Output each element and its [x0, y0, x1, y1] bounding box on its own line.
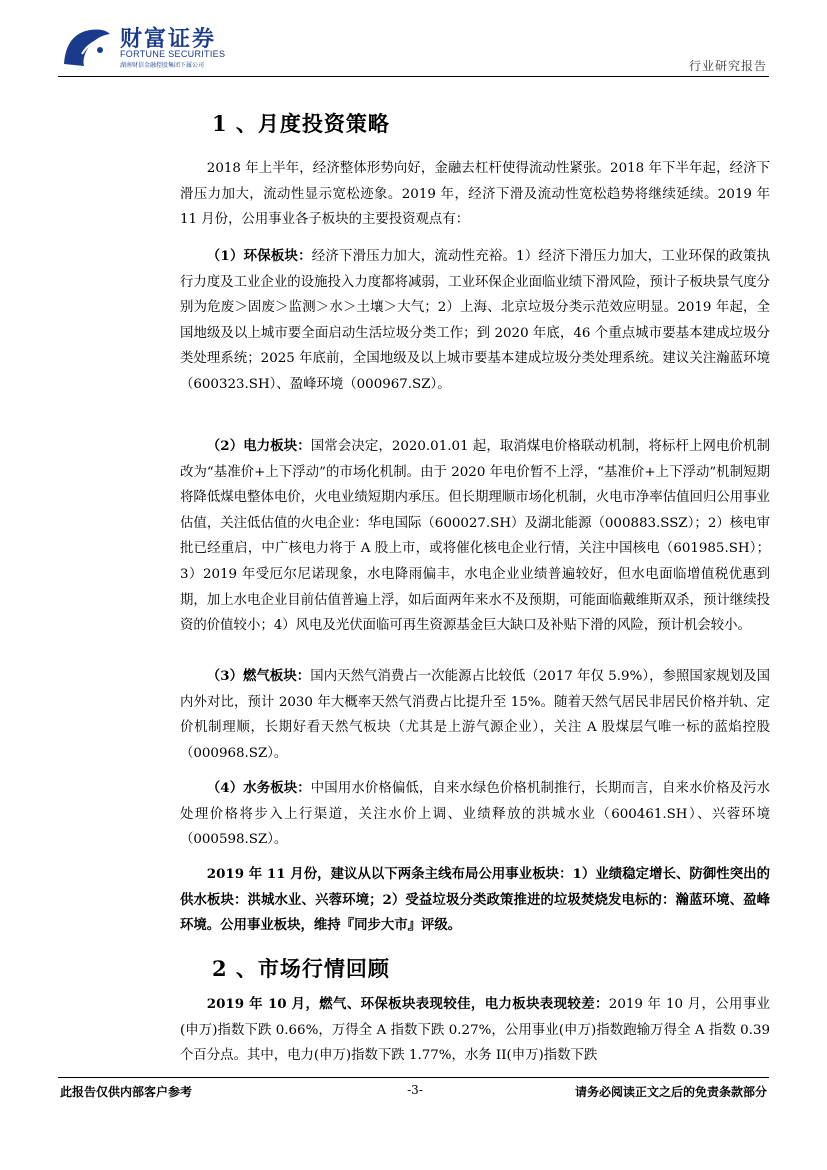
page-number: -3-: [407, 1083, 423, 1097]
report-type-label: 行业研究报告: [688, 59, 767, 73]
item-water-label: （4）水务板块：: [206, 780, 311, 796]
item-gas-text: 国内天然气消费占一次能源占比较低（2017 年仅 5.9%），参照国家规划及国内外对比，预计 2030 年大概率天然气消费占比提升至 15%。随着天然气居民非居民价格并轨、定价机制理顺，长期好看天然气板块（尤其是上游气源企业），关注 A 股煤层气唯一标的蓝焰控股（000968.SZ）。: [180, 669, 770, 761]
conclusion-paragraph: [180, 862, 770, 939]
item-gas: [180, 664, 770, 766]
brand-name-cn: 财富证券: [120, 27, 217, 52]
page-header: [0, 0, 827, 80]
brand-subtitle: 湖南财信金融控股集团下属公司: [120, 62, 205, 69]
header-divider: [58, 76, 769, 77]
item-power: [180, 434, 770, 639]
market-review-text: 2019 年 10 月，公用事业(申万)指数下跌 0.66%，万得全 A 指数下跌 0.27%，公用事业(申万)指数跑输万得全 A 指数 0.39 个百分点。其中，电力(申万)指数下跌 1.77%，水务 II(申万)指数下跌: [180, 997, 770, 1064]
market-review-lead: 2019 年 10 月，燃气、环保板块表现较佳，电力板块表现较差：: [206, 996, 609, 1012]
item-gas-label: （3）燃气板块：: [206, 668, 311, 684]
item-power-text: 国常会决定，2020.01.01 起，取消煤电价格联动机制，将标杆上网电价机制改为“基准价+上下浮动”的市场化机制。由于 2020 年电价暂不上浮，“基准价+上下浮动”机制短期将降低煤电整体电价，火电业绩短期内承压。但长期理顺市场化机制，火电市净率估值回归公用事业估值，关注低估值的火电企业：华电国际（600027.SH）及湖北能源（000883.SSZ）；2）核电审批已经重启，中广核电力将于 A 股上市，或将催化核电企业行情，关注中国核电（601985.SH）；3）2019 年受厄尔尼诺现象，水电降雨偏丰，水电企业业绩普遍较好，但水电面临增值税优惠到期，加上水电企业目前估值普遍上浮，如后面两年来水不及预期，可能面临戴维斯双杀，预计继续投资的价值较小；4）风电及光伏面临可再生资源基金巨大缺口及补贴下滑的风险，预计机会较小。: [180, 439, 770, 634]
footer-disclaimer-left: 此报告仅供内部客户参考: [60, 1085, 193, 1099]
conclusion-text: 2019 年 11 月份，建议从以下两条主线布局公用事业板块：1）业绩稳定增长、防御性突出的供水板块：洪城水业、兴蓉环境；2）受益垃圾分类政策推进的垃圾焚烧发电标的：瀚蓝环境、盈峰环境。公用事业板块，维持『同步大市』评级。: [180, 866, 770, 934]
market-review-paragraph: [180, 992, 770, 1069]
item-environment-label: （1）环保板块：: [206, 248, 312, 264]
intro-paragraph: 2018 年上半年，经济整体形势向好，金融去杠杆使得流动性紧张。2018 年下半年起，经济下滑压力加大，流动性显示宽松迹象。2019 年，经济下滑及流动性宽松趋势将继续延续。2019 年 11 月份，公用事业各子板块的主要投资观点有：: [180, 161, 770, 228]
fortune-logo-icon: [60, 24, 114, 68]
brand-name-en: FORTUNE SECURITIES: [120, 49, 226, 59]
footer-divider: [58, 1077, 769, 1078]
item-environment-text: 经济下滑压力加大，流动性充裕。1）经济下滑压力加大，工业环保的政策执行力度及工业企业的设施投入力度都将减弱，工业环保企业面临业绩下滑风险，预计子板块景气度分别为危废＞固废＞监测＞水＞土壤＞大气；2）上海、北京垃圾分类示范效应明显。2019 年起，全国地级及以上城市要全面启动生活垃圾分类工作；到 2020 年底，46 个重点城市要基本建成垃圾分类处理系统；2025 年底前，全国地级及以上城市要基本建成垃圾分类处理系统。建议关注瀚蓝环境（600323.SH）、盈峰环境（000967.SZ）。: [180, 249, 770, 392]
item-water-text: 中国用水价格偏低，自来水绿色价格机制推行，长期而言，自来水价格及污水处理价格将步入上行渠道，关注水价上调、业绩释放的洪城水业（600461.SH）、兴蓉环境（000598.SZ）。: [180, 781, 770, 848]
item-water: [180, 776, 770, 853]
item-environment: [180, 244, 770, 398]
section-2-title: 2 、市场行情回顾: [212, 956, 390, 981]
footer-disclaimer-right: 请务必阅读正文之后的免责条款部分: [574, 1085, 767, 1099]
section-1-title: 1 、月度投资策略: [212, 111, 390, 136]
item-power-label: （2）电力板块：: [206, 438, 311, 454]
